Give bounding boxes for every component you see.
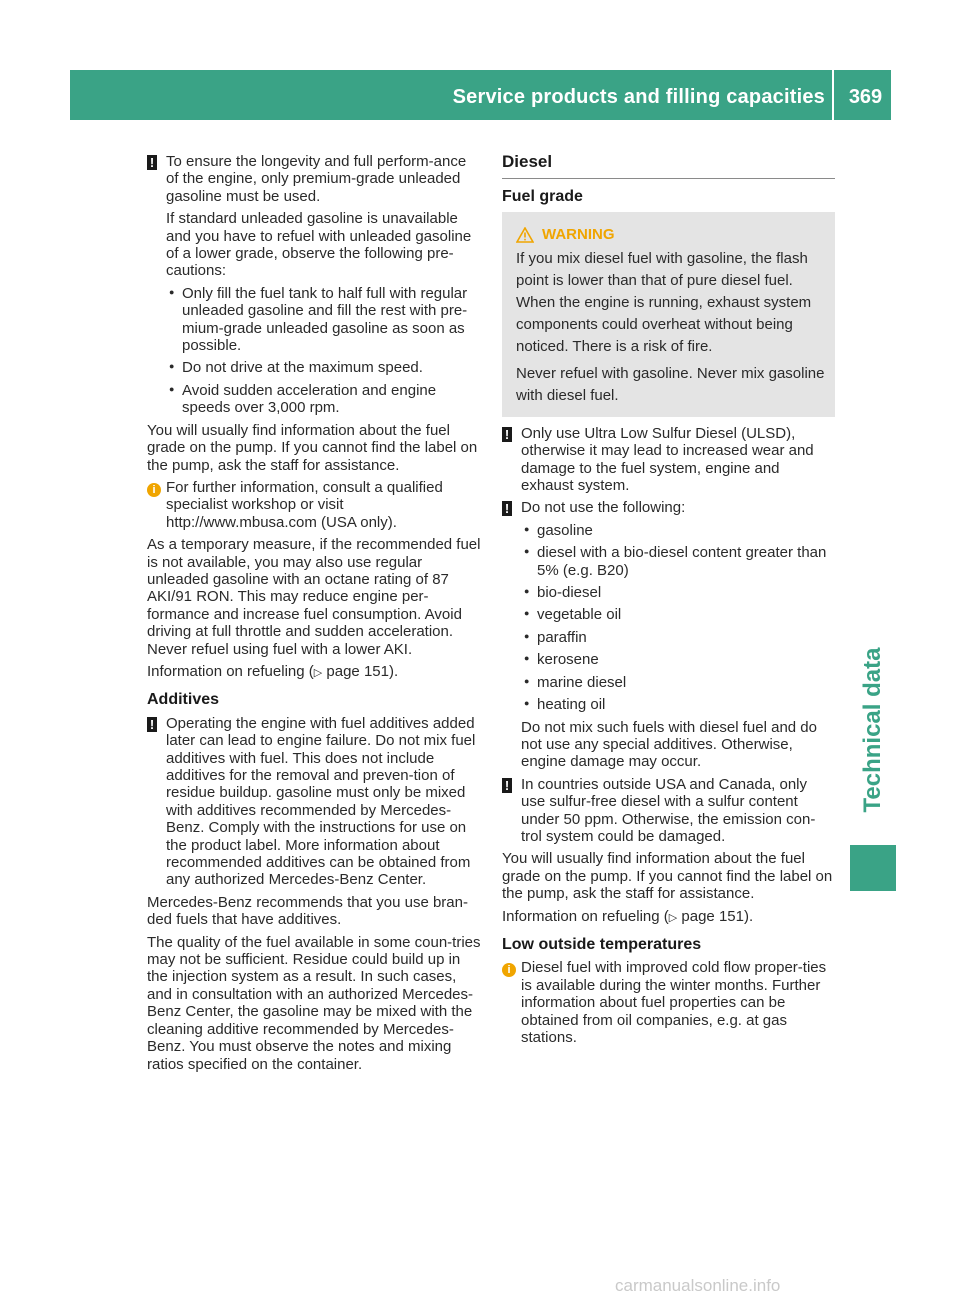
list-item: ● kerosene — [521, 651, 835, 668]
list-item: ● gasoline — [521, 522, 835, 539]
page-number: 369 — [848, 86, 883, 108]
warning-text: If you mix diesel fuel with gasoline, the flash point is lower than that of pure diesel fuel. When the engine is running, exhaust system components could overheat without being noticed. There is a risk of fire. — [516, 249, 812, 355]
warning-text: Never refuel with gasoline. Never mix gasoline with diesel fuel. — [516, 364, 825, 404]
notice-text: Only use Ultra Low Sulfur Diesel (ULSD), otherwise it may lead to increased wear and damage to the fuel system, engine and exhaust system. — [521, 424, 814, 495]
paragraph: You will usually find information about the fuel grade on the pump. If you cannot find the label on the pump, ask the staff for assistance. — [502, 850, 833, 903]
notice-ulsd — [502, 425, 835, 495]
notice-sulfur-free — [502, 776, 835, 846]
paragraph: The quality of the fuel available in some coun-tries may not be sufficient. Residue could build up in the injection system as a result. In such cases, and in consultation with an authorized Mercedes-Benz Center, the gasoline may be mixed with the cleaning additive recommended by Mercedes-Benz. You must observe the notes and mixing ratios specified on the container. — [147, 933, 481, 1073]
warning-triangle-icon — [516, 227, 534, 243]
chapter-marker — [850, 845, 896, 891]
info-note — [147, 479, 481, 531]
list-item: ● paraffin — [521, 629, 835, 646]
exclamation-icon: ! — [147, 716, 157, 733]
page-link-arrow-icon[interactable]: ▷ — [668, 911, 678, 924]
forbidden-fuels-list — [521, 522, 835, 714]
notice-text: Do not use the following: — [521, 499, 686, 517]
warning-box — [502, 212, 835, 417]
exclamation-icon: ! — [147, 154, 157, 171]
list-item: ● heating oil — [521, 696, 835, 713]
notice-text: If standard unleaded gasoline is unavailable and you have to refuel with unleaded gasoline of a lower grade, observe the following pre-cautions: — [166, 210, 472, 280]
list-item: ● diesel with a bio-diesel content greater than 5% (e.g. B20) — [521, 544, 835, 579]
paragraph: Mercedes-Benz recommends that you use bran-ded fuels that have additives. — [147, 893, 468, 929]
list-item: ● marine diesel — [521, 674, 835, 691]
info-icon: i — [147, 480, 161, 497]
paragraph: You will usually find information about the fuel grade on the pump. If you cannot find the label on the pump, ask the staff for assistance. — [147, 421, 478, 474]
exclamation-icon: ! — [502, 426, 512, 443]
notice-text: Operating the engine with fuel additives added later can lead to engine failure. Do not mix fuel additives with fuel. This does not include additives for the removal and preven-tion of residue buildup. gasoline must only be mixed with additives recommended by Mercedes-Benz. Comply with the instructions for use on the product label. More information about recommended additives can be obtained from any authorized Mercedes-Benz Center. — [166, 714, 476, 889]
notice-forbidden-fuels — [502, 499, 835, 770]
fuel-grade-heading: Fuel grade — [502, 188, 583, 206]
low-temperatures-heading: Low outside temperatures — [502, 935, 702, 953]
exclamation-icon: ! — [502, 777, 512, 794]
watermark: carmanualsonline.info — [615, 1276, 781, 1295]
page-link[interactable]: page 151). — [677, 907, 754, 925]
section-title: Service products and filling capacities — [452, 86, 825, 108]
additives-heading: Additives — [147, 691, 220, 709]
list-item: ● Only fill the fuel tank to half full with regular unleaded gasoline and fill the rest with pre-mium-grade unleaded gasoline as soon as possible. — [166, 285, 481, 355]
right-column — [502, 153, 835, 1051]
left-column — [147, 153, 481, 1078]
notice-premium-fuel — [147, 153, 481, 417]
precautions-list — [166, 285, 481, 417]
refueling-reference: Information on refueling (▷ page 151). — [147, 662, 399, 680]
diesel-heading: Diesel — [502, 153, 835, 179]
chapter-tab — [850, 640, 896, 820]
info-text: For further information, consult a qualified specialist workshop or visit http://www.mbusa.com (USA only). — [166, 478, 443, 531]
info-note — [502, 959, 835, 1046]
list-item: ● vegetable oil — [521, 606, 835, 623]
refueling-reference: Information on refueling (▷ page 151). — [502, 907, 754, 925]
notice-text: To ensure the longevity and full perform-ance of the engine, only premium-grade unleaded gasoline must be used. — [166, 153, 467, 205]
warning-header — [516, 224, 827, 246]
list-item: ● Do not drive at the maximum speed. — [166, 359, 481, 376]
page-link[interactable]: page 151). — [322, 662, 399, 680]
header-divider — [832, 70, 834, 120]
page-header — [70, 70, 891, 120]
info-icon: i — [502, 960, 516, 977]
list-item: ● bio-diesel — [521, 584, 835, 601]
exclamation-icon: ! — [502, 500, 512, 517]
page-link-arrow-icon[interactable]: ▷ — [313, 666, 323, 679]
chapter-tab-label: Technical data — [859, 647, 886, 813]
notice-additives — [147, 715, 481, 889]
warning-label: WARNING — [542, 225, 615, 243]
paragraph: As a temporary measure, if the recommended fuel is not available, you may also use regular unleaded gasoline with an octane rating of 87 AKI/91 RON. This may reduce engine per-formance and increase fuel consumption. Avoid driving at full throttle and sudden acceleration. Never refuel using fuel with a lower AKI. — [147, 536, 481, 658]
notice-text: In countries outside USA and Canada, only use sulfur-free diesel with a sulfur content under 50 ppm. Otherwise, the emission con-trol system could be damaged. — [521, 775, 816, 845]
info-text: Diesel fuel with improved cold flow proper-ties is available during the winter months. Further information about fuel properties can be obtained from oil companies, e.g. at gas stations. — [521, 959, 827, 1046]
notice-text: Do not mix such fuels with diesel fuel and do not use any special additives. Otherwise, engine damage may occur. — [521, 718, 817, 771]
list-item: ● Avoid sudden acceleration and engine speeds over 3,000 rpm. — [166, 382, 481, 417]
